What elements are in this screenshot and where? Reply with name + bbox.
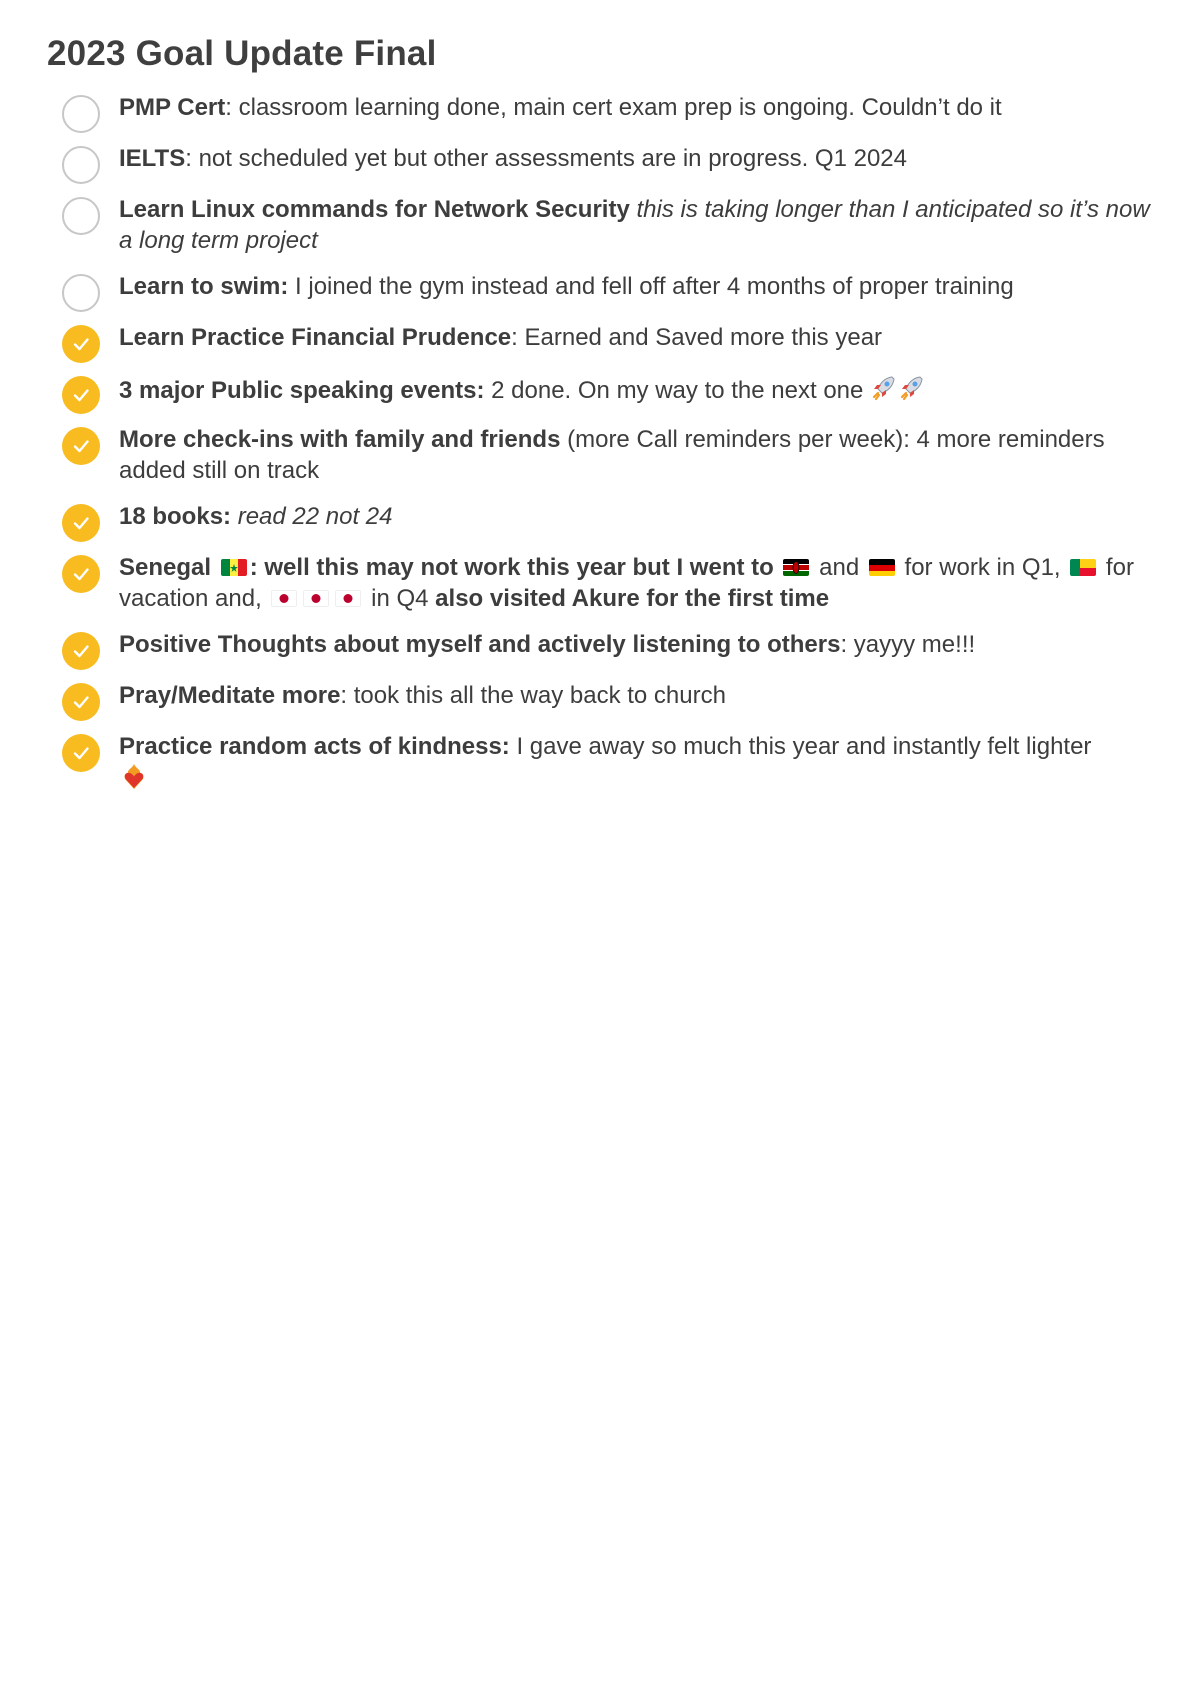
japan-flag-icon	[271, 590, 297, 607]
goal-title: 3 major Public speaking events:	[119, 377, 485, 404]
unchecked-circle-icon[interactable]	[62, 146, 100, 184]
goal-note: and	[819, 554, 860, 581]
rocket-icon	[870, 373, 898, 409]
goal-note: classroom learning done, main cert exam prep is ongoing. Couldn’t do it	[231, 94, 1002, 121]
goal-note: 2 done. On my way to the next one	[484, 377, 864, 404]
checked-circle-icon[interactable]	[62, 427, 100, 465]
checked-circle-icon[interactable]	[62, 632, 100, 670]
goal-title: Senegal	[119, 554, 212, 581]
goal-note: in Q4	[371, 585, 429, 612]
rocket-icon	[898, 373, 926, 409]
item-text	[119, 271, 1152, 302]
item-text	[119, 501, 1152, 532]
unchecked-circle-icon[interactable]	[62, 95, 100, 133]
checklist-item	[62, 629, 1152, 667]
checklist-item	[62, 194, 1152, 256]
item-text	[119, 322, 1152, 353]
goal-title: 18 books:	[119, 503, 232, 530]
goal-note: Earned and Saved more this year	[517, 324, 883, 351]
goal-title: More check-ins with family and friends	[119, 426, 561, 453]
goal-note: for work in Q1,	[904, 554, 1061, 581]
unchecked-circle-icon[interactable]	[62, 197, 100, 235]
item-text	[119, 373, 1152, 409]
goal-title: Learn Practice Financial Prudence	[119, 324, 512, 351]
goal-note-bold: also visited Akure for the first time	[435, 585, 830, 612]
checked-circle-icon[interactable]	[62, 683, 100, 721]
unchecked-circle-icon[interactable]	[62, 274, 100, 312]
goal-title: Learn Linux commands for Network Security	[119, 196, 630, 223]
goal-note: I joined the gym instead and fell off after 4 months of proper training	[288, 273, 1014, 300]
page-title: 2023 Goal Update Final	[47, 34, 437, 73]
checked-circle-icon[interactable]	[62, 325, 100, 363]
item-text	[119, 552, 1152, 614]
item-text	[119, 143, 1152, 174]
goal-separator: :	[840, 631, 848, 658]
checklist-item	[62, 552, 1152, 614]
item-text	[119, 680, 1152, 711]
checklist-item	[62, 731, 1152, 800]
kenya-flag-icon	[783, 559, 809, 576]
checked-circle-icon[interactable]	[62, 376, 100, 414]
goal-title: IELTS	[119, 145, 186, 172]
goal-title: Positive Thoughts about myself and actively listening to others	[119, 631, 841, 658]
goal-title: PMP Cert	[119, 94, 226, 121]
checklist-item	[62, 271, 1152, 309]
item-text	[119, 629, 1152, 660]
checklist-item	[62, 373, 1152, 411]
benin-flag-icon	[1070, 559, 1096, 576]
checklist-item	[62, 143, 1152, 181]
goal-note: not scheduled yet but other assessments are in progress. Q1 2024	[191, 145, 907, 172]
goal-note: read 22 not 24	[231, 503, 393, 530]
item-text	[119, 92, 1152, 123]
senegal-flag-icon	[221, 559, 247, 576]
goal-note: took this all the way back to church	[347, 682, 726, 709]
goal-note: yayyy me!!!	[847, 631, 976, 658]
goal-note: (more Call reminders per week): 4 more reminders added still on track	[119, 426, 1105, 484]
checked-circle-icon[interactable]	[62, 734, 100, 772]
goal-note: for vacation and,	[119, 554, 1134, 612]
japan-flag-icon	[303, 590, 329, 607]
checklist-item	[62, 92, 1152, 130]
checklist-item	[62, 680, 1152, 718]
checklist-item	[62, 322, 1152, 360]
item-text	[119, 731, 1152, 800]
goal-separator: :	[340, 682, 348, 709]
checklist-item	[62, 424, 1152, 486]
japan-flag-icon	[335, 590, 361, 607]
goal-note: : well this may not work this year but I went to	[249, 554, 774, 581]
heart-on-fire-icon	[119, 762, 149, 800]
item-text	[119, 194, 1152, 256]
checked-circle-icon[interactable]	[62, 555, 100, 593]
checked-circle-icon[interactable]	[62, 504, 100, 542]
goal-separator: :	[511, 324, 518, 351]
checklist-item	[62, 501, 1152, 539]
item-text	[119, 424, 1152, 486]
germany-flag-icon	[869, 559, 895, 576]
goal-note: I gave away so much this year and instantly felt lighter	[509, 733, 1092, 760]
goal-note: this is taking longer than I anticipated so it’s now a long term project	[119, 196, 1150, 254]
goal-checklist	[62, 92, 1152, 813]
goal-title: Pray/Meditate more	[119, 682, 341, 709]
goal-separator: :	[225, 94, 232, 121]
goal-title: Practice random acts of kindness:	[119, 733, 510, 760]
goal-separator: :	[185, 145, 192, 172]
goal-title: Learn to swim:	[119, 273, 289, 300]
